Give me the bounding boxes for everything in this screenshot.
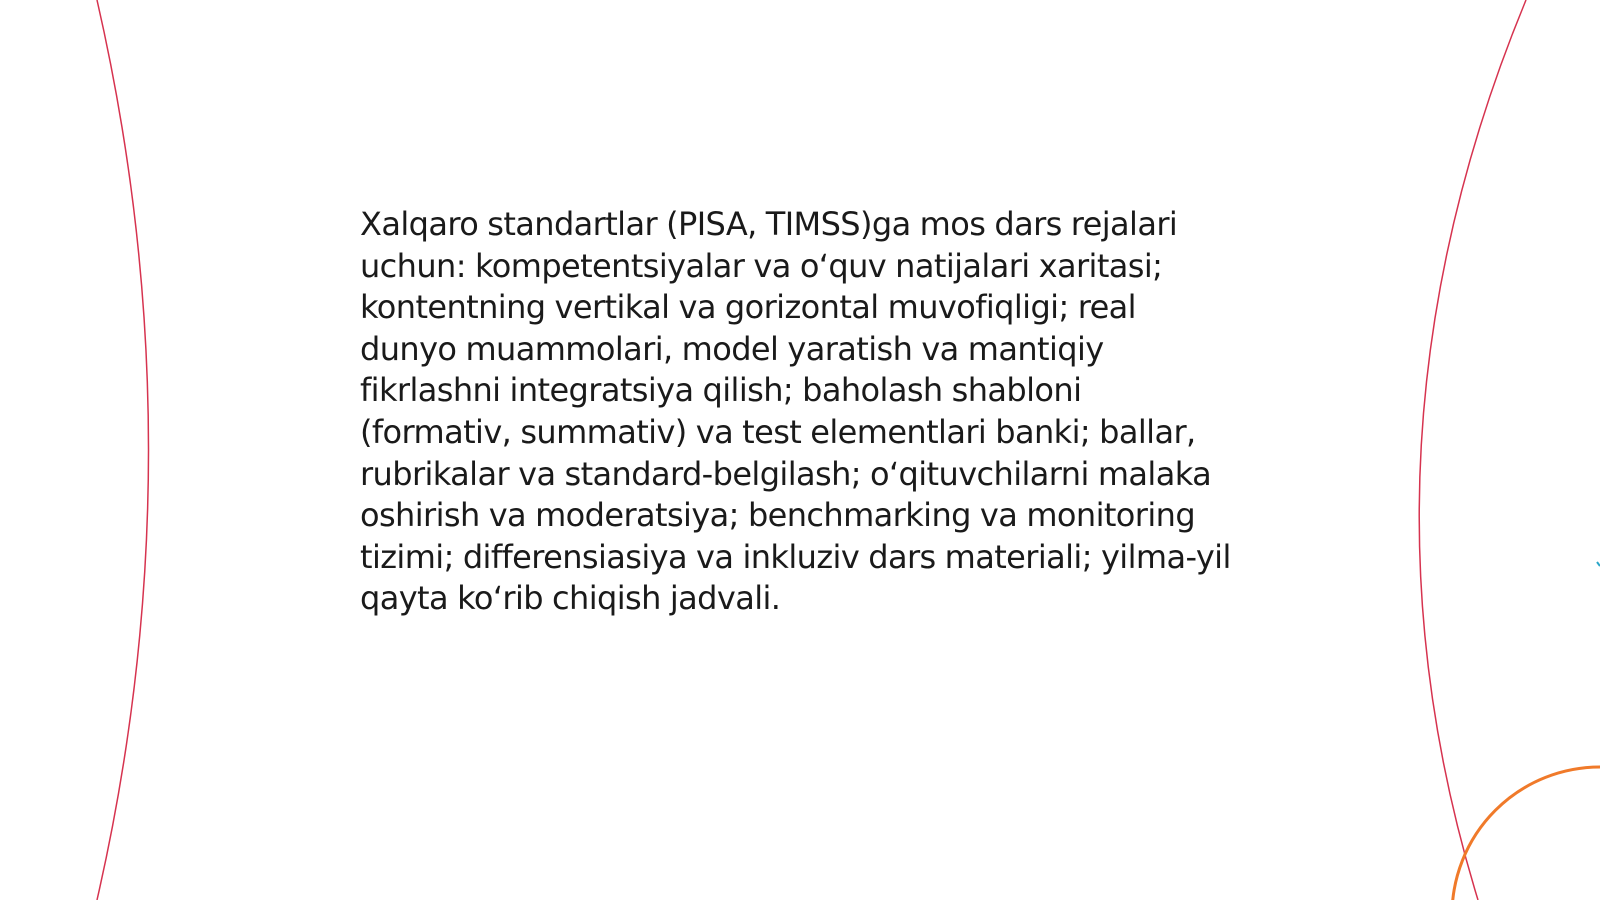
left-red-arc [97,0,149,900]
body-text: Xalqaro standartlar (PISA, TIMSS)ga mos dars rejalari uchun: kompetentsiyalar va o‘quv natijalari xaritasi; kontentning vertikal va gorizontal muvofiqligi; real dunyo muammolari, model yaratish va mantiqiy fikrlashni integratsiya qilish; baholash shabloni (formativ, summativ) va test elementlari banki; ballar, rubrikalar va standard-belgilash; o‘qituvchilarni malaka oshirish va moderatsiya; benchmarking va monitoring tizimi; differensiasiya va inkluziv dars materiali; yilma-yil qayta ko‘rib chiqish jadvali. [360,205,1231,618]
orange-circle-arc [1452,767,1600,900]
right-red-arc [1419,0,1526,900]
